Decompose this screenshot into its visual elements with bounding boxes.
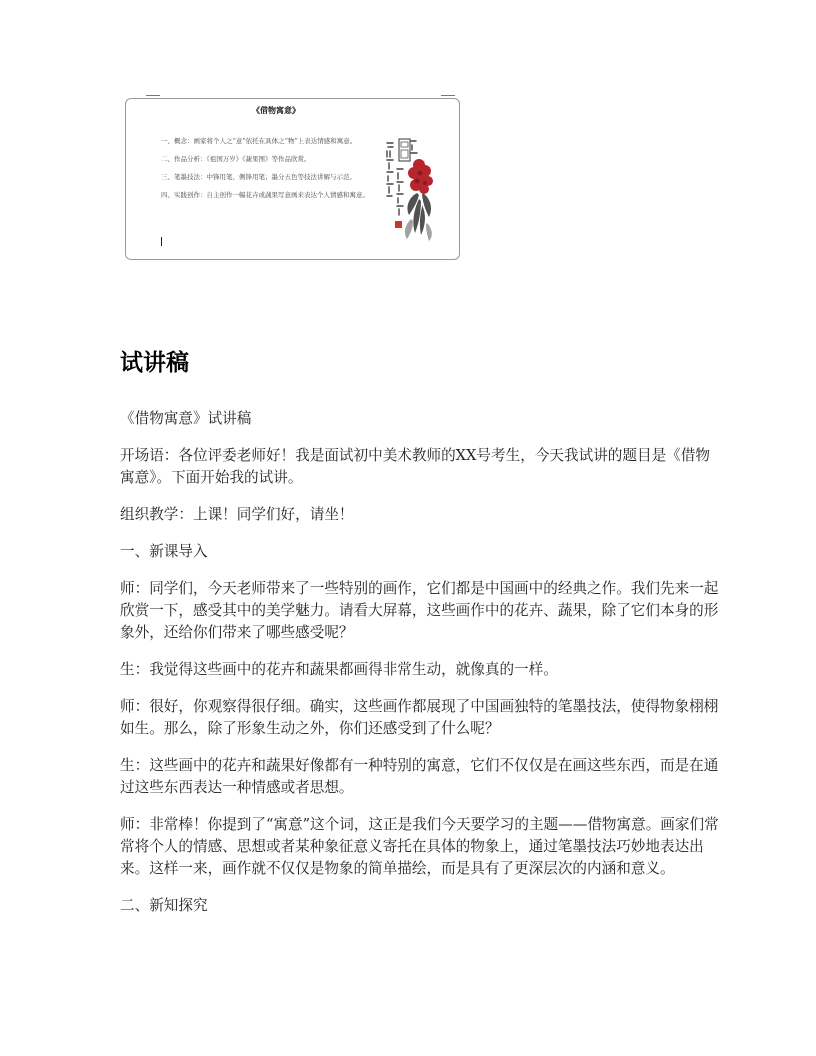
paragraph: 组织教学：上课！同学们好，请坐！	[120, 506, 354, 523]
slide-title: 《借物寓意》	[252, 105, 300, 115]
paragraph: 《借物寓意》试讲稿	[120, 410, 252, 427]
page-title: 试讲稿	[120, 350, 189, 376]
slide-point: 四、实践创作：自主创作一幅花卉或蔬果写意画来表达个人情感和寓意。	[161, 191, 369, 199]
crop-mark	[146, 95, 160, 96]
chinese-ink-painting-icon	[381, 135, 436, 245]
slide-point: 三、笔墨技法：中锋用笔、侧锋用笔；墨分五色等技法讲解与示范。	[161, 173, 356, 181]
document-body	[120, 340, 720, 932]
paragraph: 生：我觉得这些画中的花卉和蔬果都画得非常生动，就像真的一样。	[120, 661, 558, 678]
paragraph: 开场语：各位评委老师好！我是面试初中美术教师的XX号考生，今天我试讲的题目是《借物寓意》。下面开始我的试讲。	[120, 447, 710, 486]
slide-points	[161, 135, 379, 207]
crop-mark	[441, 95, 455, 96]
section-heading: 一、新课导入	[120, 543, 208, 560]
embedded-slide	[125, 98, 460, 260]
paragraph: 生：这些画中的花卉和蔬果好像都有一种特别的寓意，它们不仅仅是在画这些东西，而是在通过这些东西表达一种情感或者思想。	[120, 757, 719, 796]
slide-point: 一、概念：画家将个人之“意”依托在具体之“物”上表达情感和寓意。	[161, 137, 357, 145]
paragraph: 师：非常棒！你提到了“寓意”这个词，这正是我们今天要学习的主题——借物寓意。画家们常常将个人的情感、思想或者某种象征意义寄托在具体的物象上，通过笔墨技法巧妙地表达出来。这样一来，画作就不仅仅是物象的简单描绘，而是具有了更深层次的内涵和意义。	[120, 816, 719, 877]
paragraph: 师：同学们，今天老师带来了一些特别的画作，它们都是中国画中的经典之作。我们先来一起欣赏一下，感受其中的美学魅力。请看大屏幕，这些画作中的花卉、蔬果，除了它们本身的形象外，还给你们带来了哪些感受呢？	[120, 580, 719, 641]
paragraph: 师：很好，你观察得很仔细。确实，这些画作都展现了中国画独特的笔墨技法，使得物象栩栩如生。那么，除了形象生动之外，你们还感受到了什么呢？	[120, 698, 719, 737]
slide-point: 二、作品分析：《祖国万岁》《蔬果图》等作品欣赏。	[161, 155, 311, 163]
text-cursor	[161, 237, 162, 246]
section-heading: 二、新知探究	[120, 897, 208, 914]
